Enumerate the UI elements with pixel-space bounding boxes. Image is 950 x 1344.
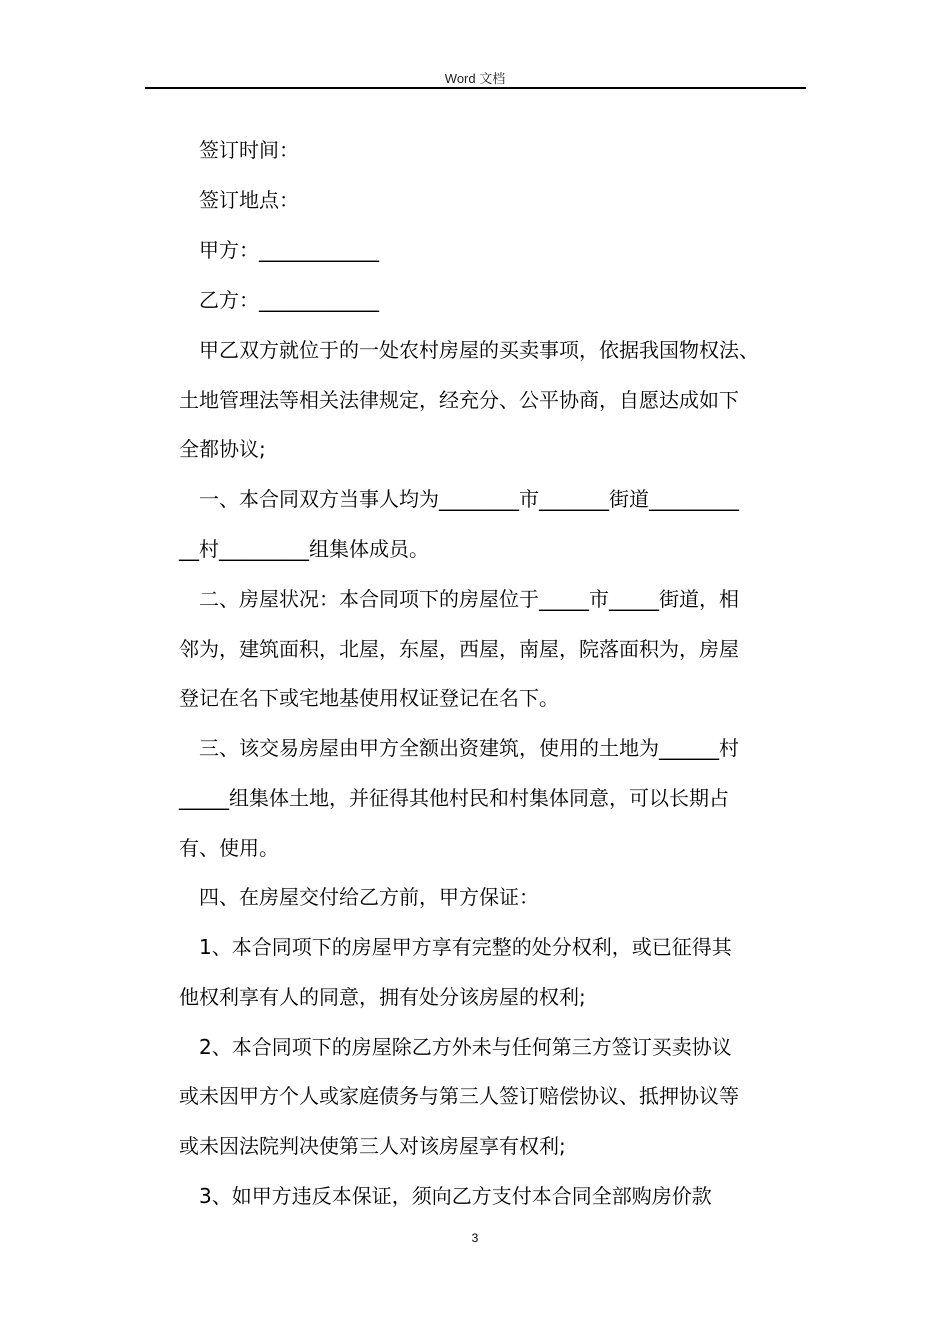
item-2-line-2: 或未因甲方个人或家庭债务与第三人签订赔偿协议、抵押协议等 (179, 1084, 739, 1108)
signing-time-line: 签订时间： (199, 138, 299, 162)
item-1-line-2: 他权利享有人的同意，拥有处分该房屋的权利; (179, 985, 586, 1009)
preamble-line-2: 土地管理法等相关法律规定，经充分、公平协商，自愿达成如下 (179, 388, 739, 412)
clause-2-line-3: 登记在名下或宅地基使用权证登记在名下。 (179, 686, 559, 710)
preamble-line-1: 甲乙双方就位于的一处农村房屋的买卖事项，依据我国物权法、 (199, 338, 759, 362)
signing-place-line: 签订地点： (199, 188, 299, 212)
clause-2-line-1: 二、房屋状况：本合同项下的房屋位于_____市_____街道，相 (199, 587, 739, 611)
clause-1-line-1: 一、本合同双方当事人均为________市_______街道_________ (199, 487, 739, 511)
clause-3-line-3: 有、使用。 (179, 836, 279, 860)
clause-2-line-2: 邻为，建筑面积，北屋，东屋，西屋，南屋，院落面积为，房屋 (179, 637, 739, 661)
item-2-line-1: 2、本合同项下的房屋除乙方外未与任何第三方签订买卖协议 (199, 1035, 732, 1059)
preamble-line-3: 全都协议; (179, 437, 266, 461)
clause-1-line-2: __村_________组集体成员。 (179, 537, 429, 561)
clause-3-line-1: 三、该交易房屋由甲方全额出资建筑，使用的土地为______村 (199, 736, 739, 760)
party-b-line: 乙方：____________ (199, 288, 379, 312)
clause-4-heading: 四、在房屋交付给乙方前，甲方保证： (199, 885, 539, 909)
clause-3-line-2: _____组集体土地，并征得其他村民和村集体同意，可以长期占 (179, 786, 729, 810)
page-header: Word 文档 (444, 71, 506, 86)
item-1-line-1: 1、本合同项下的房屋甲方享有完整的处分权利，或已征得其 (199, 935, 732, 959)
item-2-line-3: 或未因法院判决使第三人对该房屋享有权利; (179, 1134, 566, 1158)
header-rule (145, 87, 806, 89)
party-a-line: 甲方：____________ (199, 238, 379, 262)
item-3-line-1: 3、如甲方违反本保证，须向乙方支付本合同全部购房价款 (199, 1184, 712, 1208)
page-number: 3 (471, 1231, 479, 1245)
